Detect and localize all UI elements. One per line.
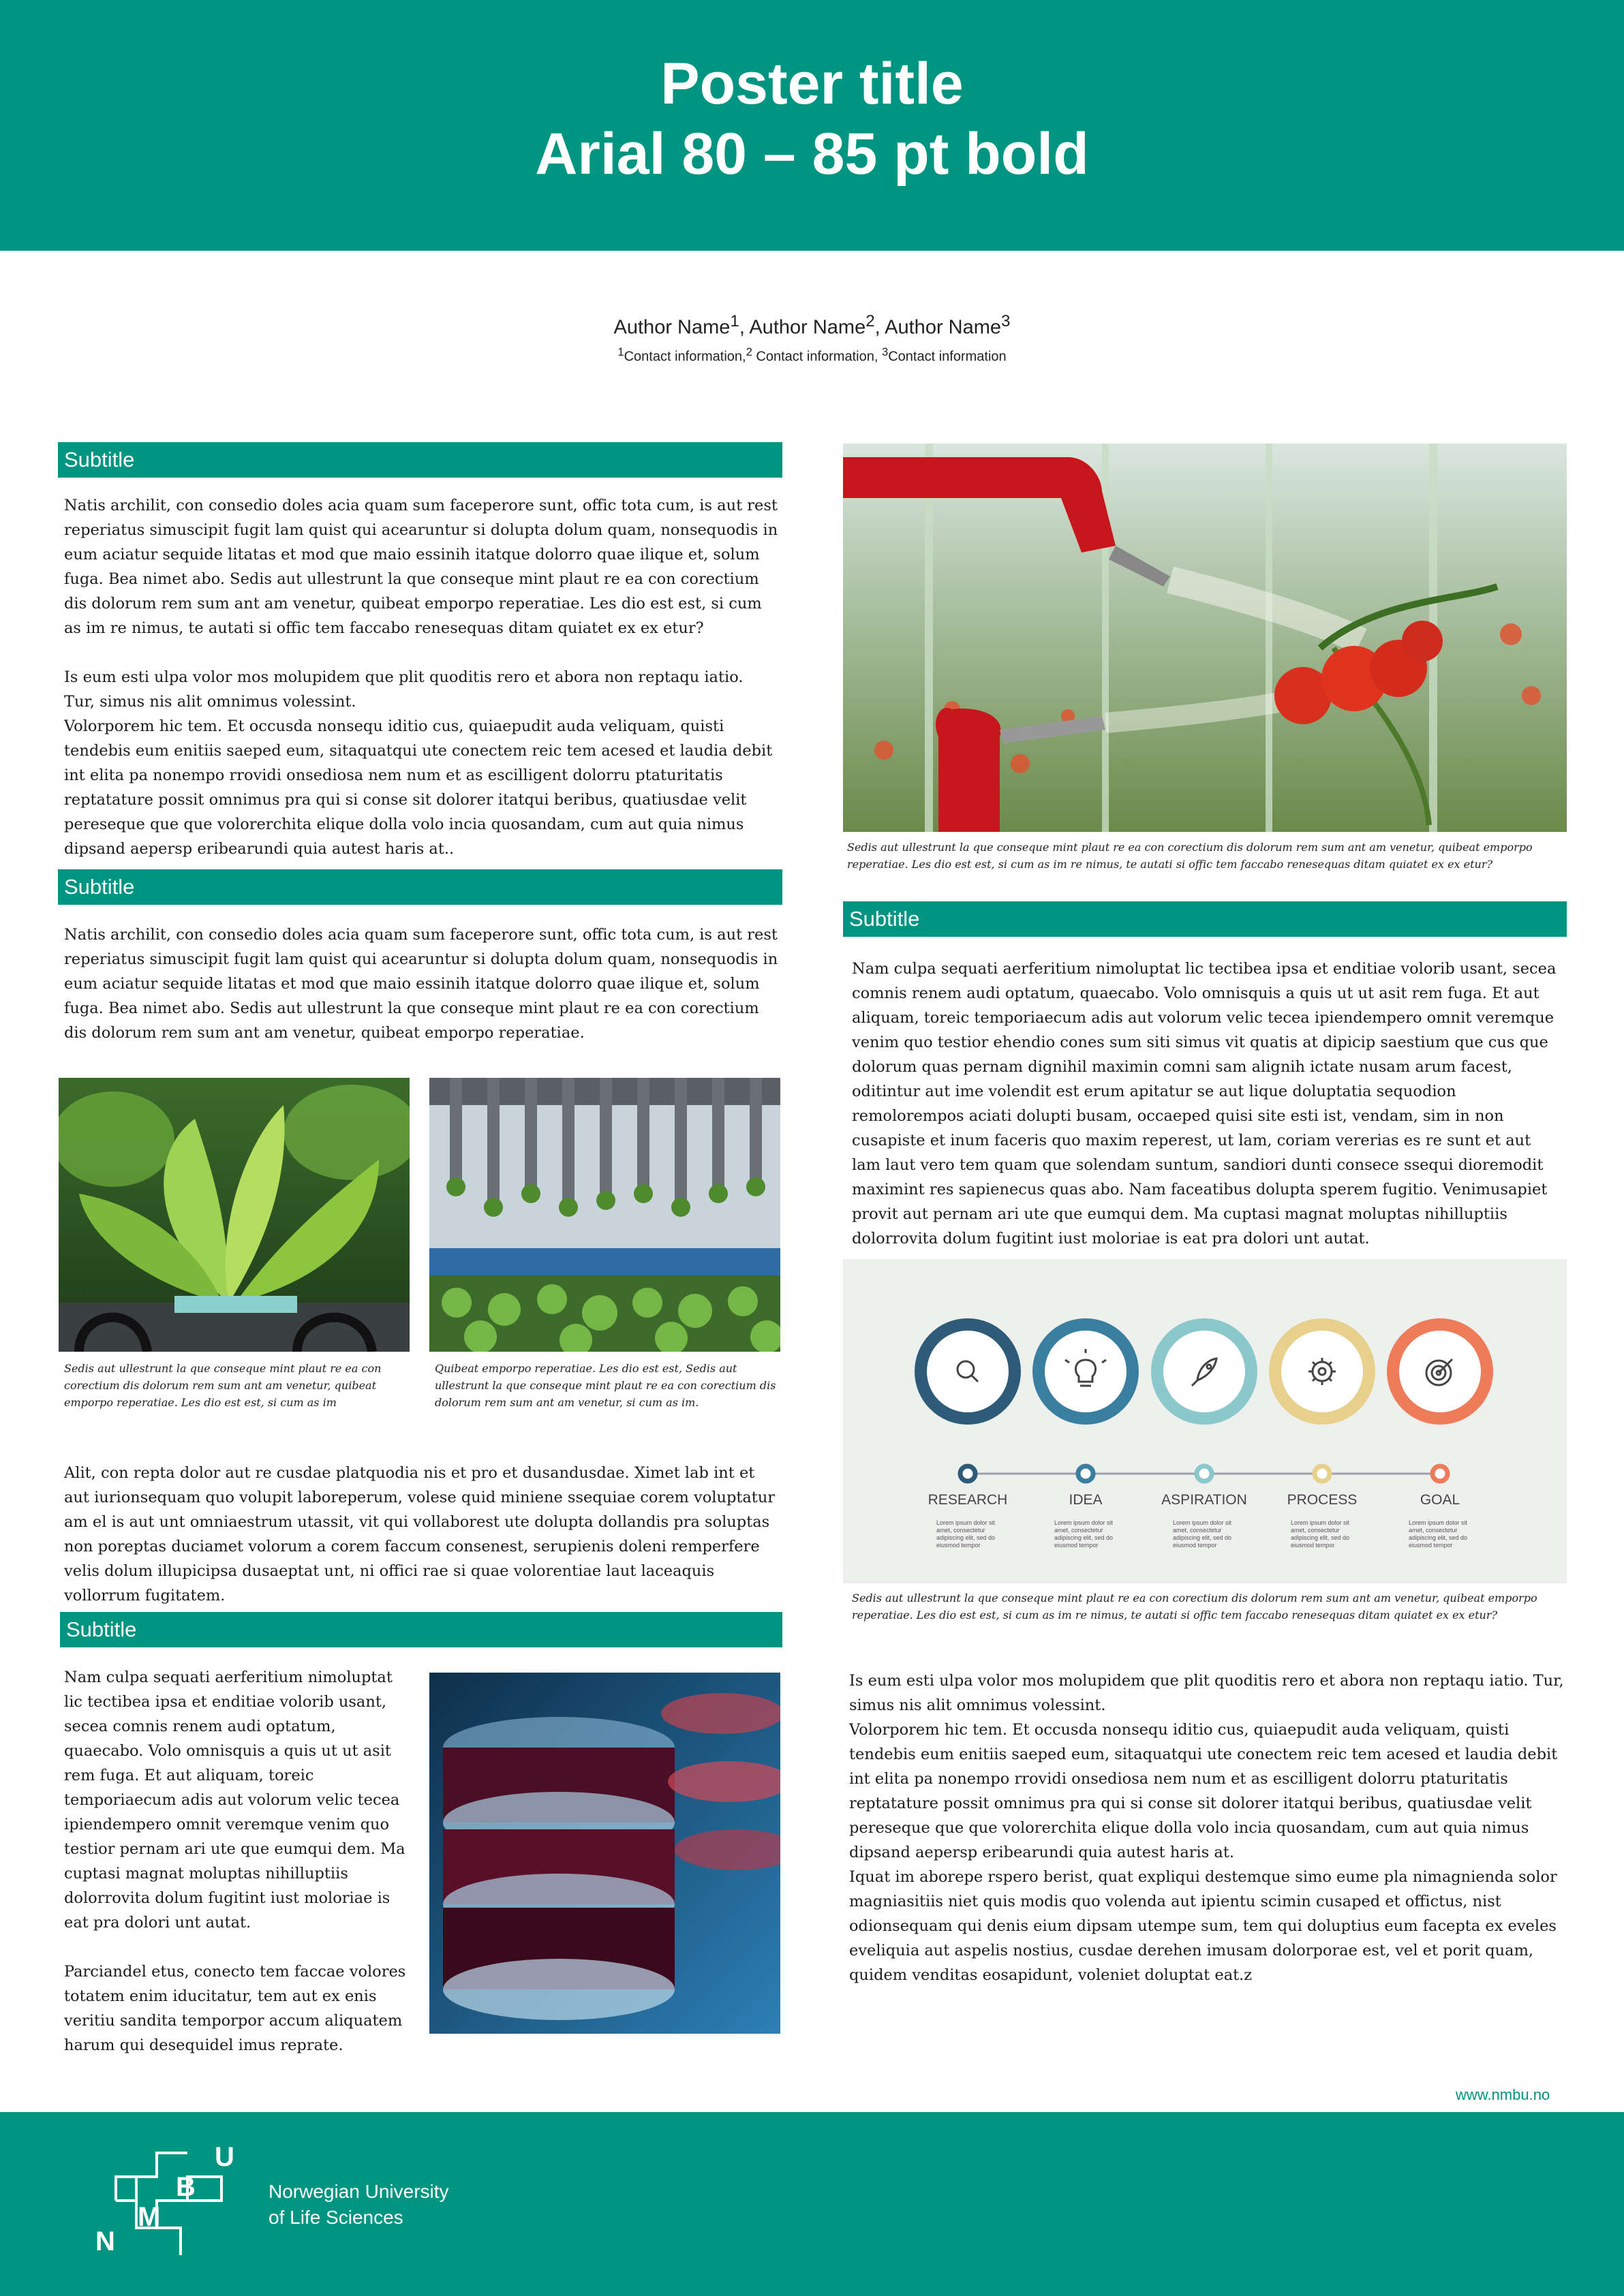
logo-letter: B [176, 2172, 196, 2202]
university-name-line: Norwegian University [269, 2181, 449, 2202]
contact-info: Contact information, [624, 349, 746, 364]
seedling-robot-image [429, 1078, 780, 1352]
contact-sup: 2 [746, 345, 752, 358]
author-name: Author Name [885, 316, 1002, 339]
paragraph: Alit, con repta dolor aut re cusdae platquodia nis et pro et dusandusdae. Ximet lab int et aut iurionsequam quo volupit laboreperum, volese quid miniene ssequiae corem voluptatur am el is aut unt omniaestrum utassit, vit qui vollaborest ute dolupta dollandis pra soluptas non poreptas duciamet volorum a corem faccum consenest, serupienis doleni remperfere velis dolum illupicipsa dusaeptat unt, ni offici rae si quae volorentiae laut laceaquis vollorrum fugitatem. [64, 1464, 776, 1604]
timeline-infographic [843, 1259, 1567, 1583]
contact-info: Contact information [888, 349, 1007, 364]
section-body [64, 1665, 412, 2058]
step-description: Lorem ipsum dolor sit amet, consectetur adipiscing elit, sed do eiusmod tempor [1291, 1519, 1350, 1549]
section-body [64, 1461, 778, 1608]
step-idea-marker [1032, 1318, 1139, 1481]
section-subtitle: Subtitle [58, 442, 782, 478]
section-subtitle: Subtitle [58, 869, 782, 905]
author-sup: 2 [865, 312, 875, 330]
paragraph: Natis archilit, con consedio doles acia quam sum faceperore sunt, offic tota cum, is aut rest reperiatus simuscipit fugit lam quist qui acearuntur si dolupta dolum quam, nonsequodis in eum aciatur sequide litatas et mod que maio essinih itatque dolorro quae ilique et, solum fuga. Bea nimet abo. Sedis aut ullestrunt la que conseque mint plaut re ea con corectium dis dolorum rem sum ant am venetur, quibeat emporpo reperatiae. Les dio est est, si cum as im re nimus, te autati si offic tem faccabo renesequas ditam quiatet ex ex etur? [64, 497, 778, 637]
contact-sup: 1 [617, 345, 624, 358]
nmbu-logo [95, 2142, 245, 2262]
section-body [64, 493, 778, 861]
author-sup: 1 [730, 312, 739, 330]
petri-dish-image [429, 1673, 780, 2034]
step-aspiration-marker [1151, 1318, 1257, 1481]
lettuce-image [59, 1078, 410, 1352]
university-name-line: of Life Sciences [269, 2207, 403, 2228]
website-link[interactable]: www.nmbu.no [1456, 2086, 1550, 2103]
image-caption: Sedis aut ullestrunt la que conseque mint plaut re ea con corectium dis dolorum rem sum ant am venetur, quibeat emporpo reperatiae. Les dio est est, si cum as im re nimus, te autati si offic tem faccabo renesequas ditam quiatet ex ex etur? [847, 841, 1533, 871]
author-name: Author Name [749, 316, 866, 339]
author-list: Author Name$^1$, Author Name$^2$, Author Name$^3$ [613, 312, 1011, 339]
author-sup: 3 [1001, 312, 1011, 330]
step-description: Lorem ipsum dolor sit amet, consectetur adipiscing elit, sed do eiusmod tempor [1409, 1519, 1468, 1549]
step-description: Lorem ipsum dolor sit amet, consectetur adipiscing elit, sed do eiusmod tempor [1173, 1519, 1232, 1549]
step-process-marker [1269, 1318, 1375, 1481]
section-body [849, 1669, 1565, 1987]
paragraph: Volorporem hic tem. Et occusda nonsequ iditio cus, quiaepudit auda veliquam, quisti tendebis eum enitiis saeped eum, sitaquatqui ute conectem reic tem acesed et laudia debit int elita pa nonempo rrovidi onsediosa nem num et as escilligent dolorru ptaturitatis reptatature possit omnimus pra qui si conse sit dolorer itatqui beribus, quatiusdae velit pereseque que que volorerchita elique dolla volo incia quosandam, cum aut quia nimus dipsand aepersp eribearundi quia autest haris at.. [64, 717, 773, 858]
image-caption: Sedis aut ullestrunt la que conseque mint plaut re ea con corectium dis dolorum rem sum ant am venetur, quibeat emporpo reperatiae. Les dio est est, si cum as im re nimus, te autati si offic tem faccabo renesequas ditam quiatet ex ex etur? [852, 1592, 1537, 1622]
paragraph: Is eum esti ulpa volor mos molupidem que plit quoditis rero et abora non reptaqu iatio. Tur, simus nis alit omnimus volessint. [849, 1672, 1564, 1714]
step-label: GOAL [1420, 1492, 1460, 1508]
step-label: PROCESS [1287, 1492, 1358, 1508]
section-body [64, 922, 778, 1045]
image-caption: Sedis aut ullestrunt la que conseque mint plaut re ea con corectium dis dolorum rem sum ant am venetur, quibeat emporpo reperatiae. Les dio est est, si cum as im [64, 1362, 382, 1409]
section-subtitle: Subtitle [60, 1612, 782, 1647]
logo-letter: M [138, 2202, 161, 2232]
step-description: Lorem ipsum dolor sit amet, consectetur adipiscing elit, sed do eiusmod tempor [1054, 1519, 1114, 1549]
logo-letter: N [95, 2227, 115, 2256]
step-label: RESEARCH [928, 1492, 1008, 1508]
step-label: ASPIRATION [1161, 1492, 1247, 1508]
step-goal-marker [1387, 1318, 1493, 1481]
paragraph: Is eum esti ulpa volor mos molupidem que plit quoditis rero et abora non reptaqu iatio. Tur, simus nis alit omnimus volessint. [64, 668, 744, 711]
paragraph: Nam culpa sequati aerferitium nimoluptat lic tectibea ipsa et enditiae volorib usant, secea comnis renem audi optatum, quaecabo. Volo omnisquis a quis ut ut asit rem fuga. Et aut aliquam, toreic temporiaecum adis aut volorum velic tecea ipiendempero omnit veremque venim quo testior pernam ari ute que eumqui dem. Ma cuptasi magnat moluptas nihilluptiis dolorrovita dolum fugitint iust moloriae is eat pra dolori unt autat. [64, 1669, 405, 1932]
paragraph: Natis archilit, con consedio doles acia quam sum faceperore sunt, offic tota cum, is aut rest reperiatus simuscipit fugit lam quist qui acearuntur si dolupta dolum quam, nonsequodis in eum aciatur sequide litatas et mod que maio essinih itatque dolorro quae ilique et, solum fuga. Bea nimet abo. Sedis aut ullestrunt la que conseque mint plaut re ea con corectium dis dolorum rem sum ant am venetur, quibeat emporpo reperatiae. [64, 926, 778, 1042]
contact-list [0, 345, 1624, 365]
logo-letter: U [215, 2142, 234, 2172]
paragraph: Volorporem hic tem. Et occusda nonsequ iditio cus, quiaepudit auda veliquam, quisti tendebis eum enitiis saeped eum, sitaquatqui ute conectem reic tem acesed et laudia debit int elita pa nonempo rrovidi onsediosa nem num et as escilligent dolorru ptaturitatis reptatature possit omnimus pra qui si conse sit dolorer itatqui beribus, quatiusdae velit pereseque que que volorerchita elique dolla volo incia quosandam, cum aut quia nimus dipsand aepersp eribearundi quia autest haris at. [849, 1721, 1558, 1861]
title-line-2: Arial 80 – 85 pt bold [535, 121, 1089, 187]
section-body [852, 957, 1564, 1251]
step-label: IDEA [1069, 1492, 1103, 1508]
paragraph: Nam culpa sequati aerferitium nimoluptat lic tectibea ipsa et enditiae volorib usant, secea comnis renem audi optatum, quaecabo. Volo omnisquis a quis ut ut asit rem fuga. Et aut aliquam, toreic temporiaecum adis aut volorum velic tecea ipiendempero omnit veremque venim quo testior ehendio cones sum siti simus vit quatis at dipicip saestium que cus que dolorum quas pernam dignihil maximin comni sam alignih ictate nusam arum facest, oditintur aut ime volendit est erum apitatur se aut lique doluptatia sequodion remolorempos aciati dolupti busam, occaeped quisi site esti ist, vendam, sim in non cusapiste et inum faceris quo maxim reperest, ut lam, coriam vererias es re sunt et aut lam laut vero tem quam que solendam suntum, sandiori dunti consece ssequi dioremodit maximint res sapienecus quas abo. Nam faceatibus dolupta sperem fugitio. Venimusapiet provit aut pernam ari ute que eumqui dem. Ma cuptasi magnat moluptas nihilluptiis dolorrovita dolum fugitint iust moloriae is eat pra dolori unt autat. [852, 960, 1557, 1247]
university-name [269, 2179, 449, 2231]
contact-info: Contact information, [752, 349, 878, 364]
step-research-marker [915, 1318, 1021, 1481]
poster-title [0, 49, 1624, 189]
step-description: Lorem ipsum dolor sit amet, consectetur adipiscing elit, sed do eiusmod tempor [936, 1519, 996, 1549]
author-name: Author Name [613, 316, 731, 339]
section-subtitle: Subtitle [843, 901, 1567, 937]
title-line-1: Poster title [660, 51, 964, 117]
tomato-robot-image [843, 444, 1567, 832]
paragraph: Iquat im aborepe rspero berist, quat expliqui destemque simo eume pla nimagnienda solor magniasitiis niet quis modis quo volenda aut ipientu scimin cusaped et offictus, nist odionsequam qui denis eium dipsam utempe sum, tem qui doluptius eum facepta ex eveles eveliquia aut aspelis nostius, cusdae derehen imusam dolorporae est, vel et porit quam, quidem venditas eosapidunt, voleniet doluptat eat.z [849, 1868, 1557, 1984]
paragraph: Parciandel etus, conecto tem faccae volores totatem enim iducitatur, tem aut ex enis veritiu sandita temporpor accum aliquatem harum qui desequidel imus reprate. [64, 1963, 406, 2054]
contact-sup: 3 [881, 345, 889, 358]
image-caption: Quibeat emporpo reperatiae. Les dio est est, Sedis aut ullestrunt la que conseque mint plaut re ea con corectium dis dolorum rem sum ant am venetur, si cum as im. [435, 1362, 776, 1409]
